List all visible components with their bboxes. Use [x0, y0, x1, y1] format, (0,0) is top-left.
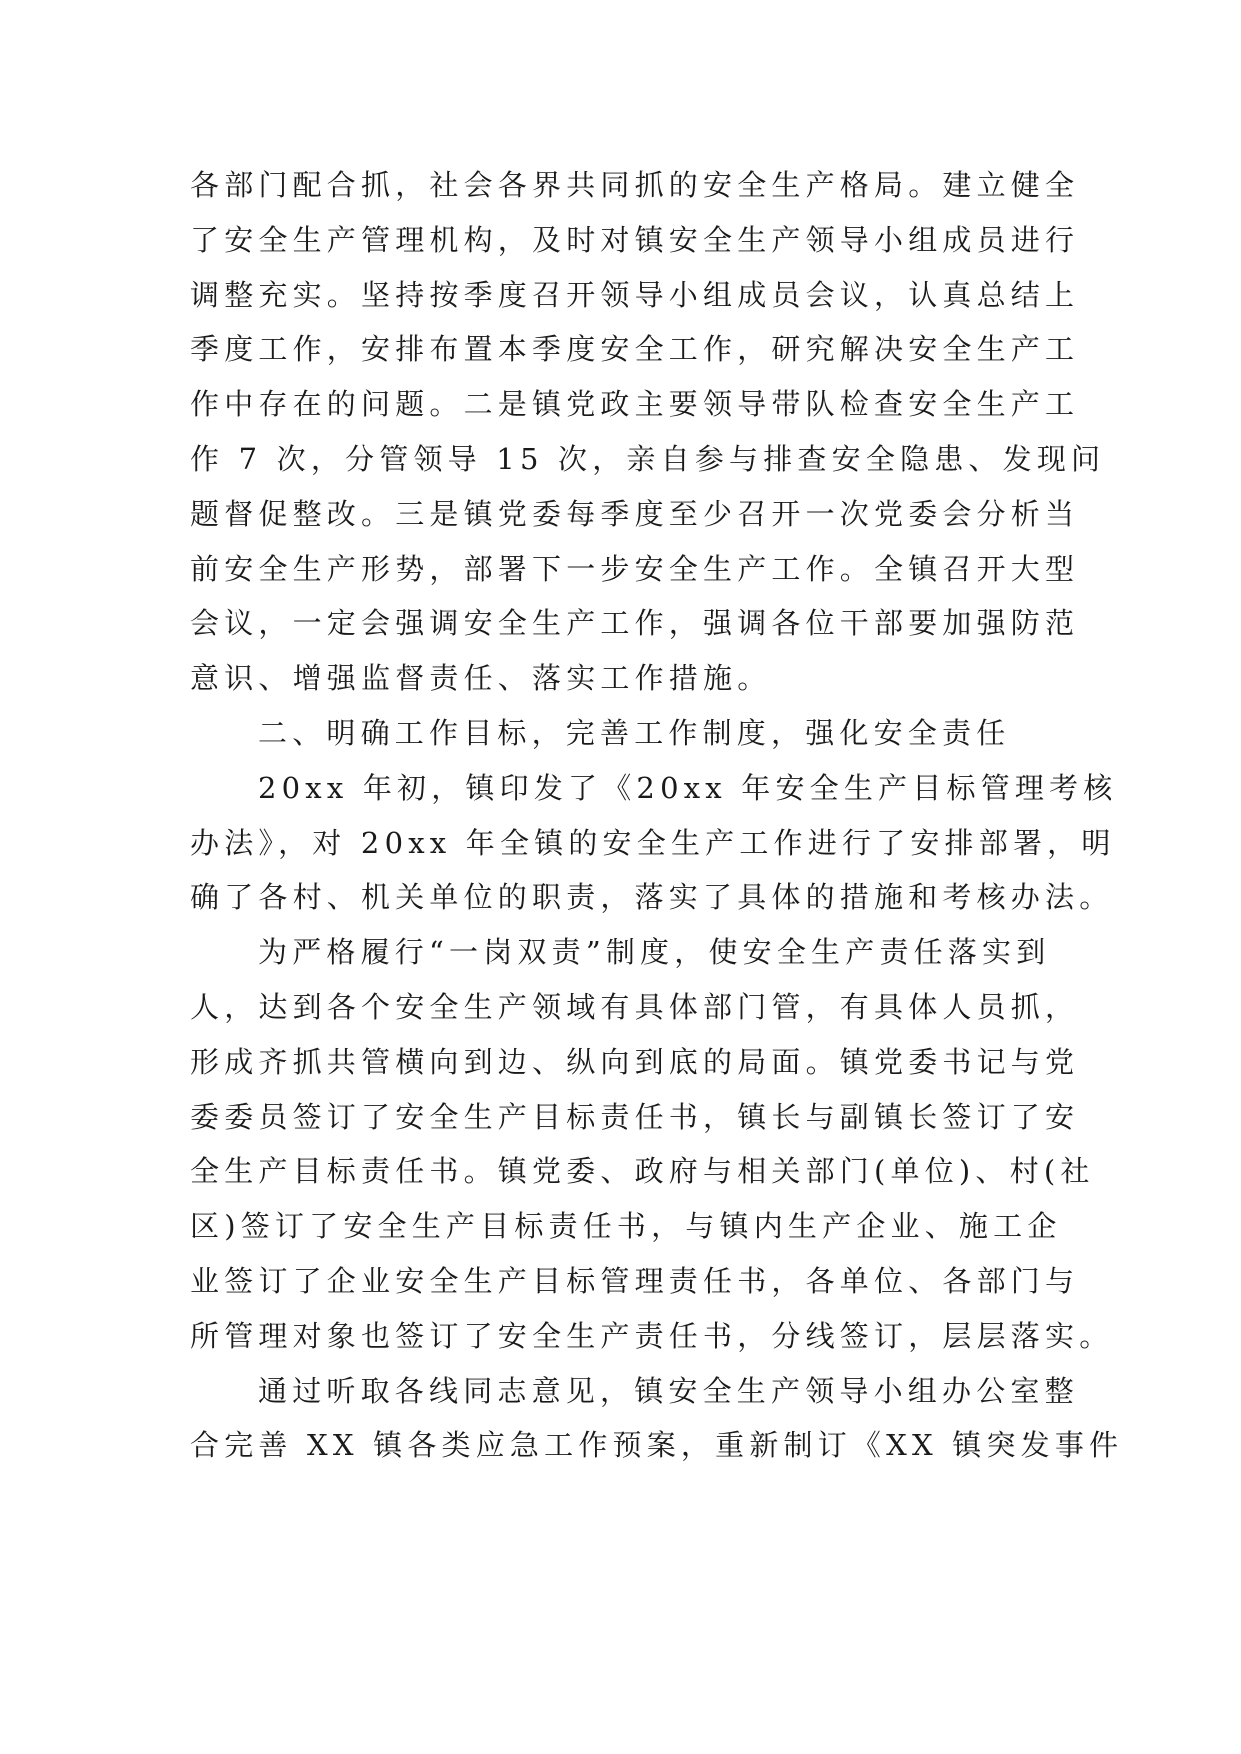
text-line: 季度工作，安排布置本季度安全工作，研究解决安全生产工 — [190, 332, 1080, 367]
body-text — [190, 158, 1124, 1473]
text-line: 区)签订了安全生产目标责任书，与镇内生产企业、施工企 — [190, 1209, 1062, 1244]
text-line: 形成齐抓共管横向到边、纵向到底的局面。镇党委书记与党 — [190, 1044, 1080, 1079]
text-line: 作 7 次，分管领导 15 次，亲自参与排查安全隐患、发现问 — [190, 441, 1106, 476]
text-line: 20xx 年初，镇印发了《20xx 年安全生产目标管理考核 — [258, 770, 1118, 805]
text-line: 确了各村、机关单位的职责，落实了具体的措施和考核办法。 — [190, 880, 1114, 915]
text-line: 办法》，对 20xx 年全镇的安全生产工作进行了安排部署，明 — [190, 825, 1116, 860]
text-line: 意识、增强监督责任、落实工作措施。 — [190, 661, 772, 696]
text-line: 题督促整改。三是镇党委每季度至少召开一次党委会分析当 — [190, 496, 1080, 531]
text-line: 业签订了企业安全生产目标管理责任书，各单位、各部门与 — [190, 1263, 1080, 1298]
text-line: 合完善 XX 镇各类应急工作预案，重新制订《XX 镇突发事件 — [190, 1428, 1124, 1463]
text-line: 人，达到各个安全生产领域有具体部门管，有具体人员抓， — [190, 989, 1080, 1024]
text-line: 了安全生产管理机构，及时对镇安全生产领导小组成员进行 — [190, 222, 1080, 257]
text-line: 全生产目标责任书。镇党委、政府与相关部门(单位)、村(社 — [190, 1154, 1095, 1189]
text-line: 所管理对象也签订了安全生产责任书，分线签订，层层落实。 — [190, 1318, 1114, 1353]
text-line: 各部门配合抓，社会各界共同抓的安全生产格局。建立健全 — [190, 168, 1080, 202]
text-line: 作中存在的问题。二是镇党政主要领导带队检查安全生产工 — [190, 387, 1080, 422]
text-line: 会议，一定会强调安全生产工作，强调各位干部要加强防范 — [190, 606, 1080, 641]
text-line: 前安全生产形势，部署下一步安全生产工作。全镇召开大型 — [190, 551, 1080, 586]
text-line: 为严格履行“一岗双责”制度，使安全生产责任落实到 — [258, 935, 1051, 970]
text-line: 调整充实。坚持按季度召开领导小组成员会议，认真总结上 — [190, 277, 1080, 312]
section-heading: 二、明确工作目标，完善工作制度，强化安全责任 — [258, 715, 1011, 750]
text-line: 通过听取各线同志意见，镇安全生产领导小组办公室整 — [258, 1373, 1079, 1408]
text-line: 委委员签订了安全生产目标责任书，镇长与副镇长签订了安 — [190, 1099, 1080, 1134]
